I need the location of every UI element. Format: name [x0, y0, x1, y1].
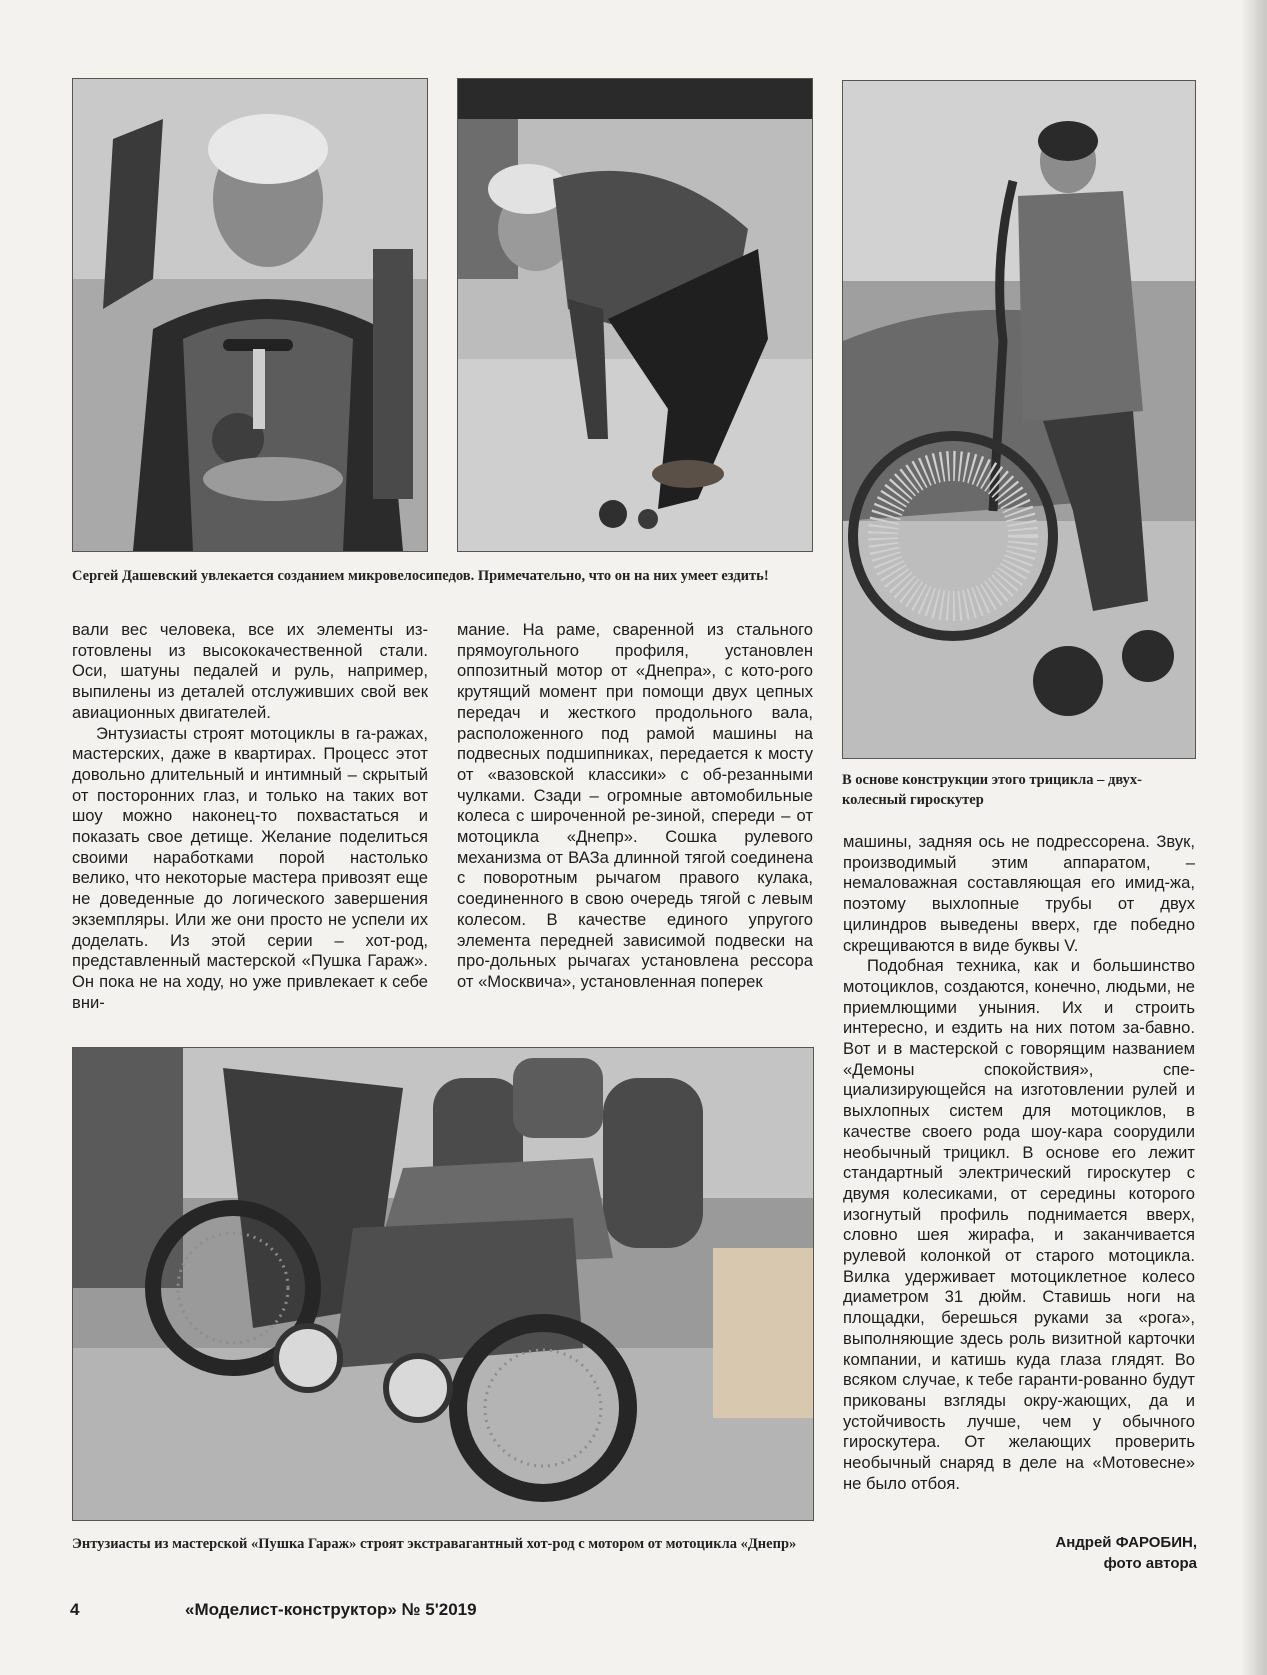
caption-hotrod: Энтузиасты из мастерской «Пушка Гараж» строят экстравагантный хот-род с мотором от мотоцикла «Днепр»	[72, 1536, 797, 1552]
photo-tricycle	[842, 80, 1196, 759]
text-column-3	[843, 832, 1195, 1495]
author-name: Андрей ФАРОБИН,	[1055, 1534, 1197, 1551]
paragraph: Подобная техника, как и большинство мотоциклов, создаются, конечно, людьми, не приемлющими уныния. Их и строить интересно, и ездить на них потом за-бавно. Вот и в мастерской с говорящим названием «Демоны спокойствия», спе-циализирующейся на изготовлении рулей и выхлопных систем для мотоциклов, в качестве своего рода шоу-кара соорудили необычный трицикл. В основе его лежит стандартный электрический гироскутер с двумя колесиками, от середины которого изогнутый профиль поднимается вверх, словно шея жирафа, и заканчивается рулевой колонкой от старого мотоцикла. Вилка удерживает мотоциклетное колесо диаметром 31 дюйм. Ставишь ноги на площадки, берешься руками за «рога», выполняющие здесь роль визитной карточки компании, и катишь куда глаза глядят. Во всяком случае, к тебе гаранти-рованно будут прикованы взгляды окру-жающих, да и устойчивость лучше, чем у обычного гироскутера. От желающих проверить необычный снаряд в деле на «Мотовесне» не было отбоя.	[843, 956, 1195, 1493]
text-column-2	[457, 620, 813, 993]
photo-man-riding	[457, 78, 813, 552]
caption-tricycle: В основе конструкции этого трицикла – двух-колесный гироскутер	[842, 772, 1142, 808]
photo-hotrod	[72, 1047, 814, 1521]
photo-credit: фото автора	[1103, 1555, 1197, 1572]
paragraph: Энтузиасты строят мотоциклы в га-ражах, мастерских, даже в квартирах. Процесс этот довольно длительный и интимный – скрытый от посторонних глаз, и только на таких вот шоу можно наконец-то похвастаться и показать свое детище. Желание поделиться своими наработками порой настолько велико, что некоторые мастера привозят еще не доведенные до логического завершения экземпляры. Или же они просто не успели их доделать. Из этой серии – хот-род, представленный мастерской «Пушка Гараж». Он пока не на ходу, но уже привлекает к себе вни-	[72, 723, 428, 1012]
page-edge-shadow	[1241, 0, 1267, 1675]
photo-man-microbike	[72, 78, 428, 552]
text-column-1	[72, 620, 428, 1013]
author-credit	[1055, 1532, 1197, 1574]
paragraph: вали вес человека, все их элементы из-готовлены из высококачественной стали. Оси, шатуны педалей и руль, например, выпилены из деталей отслуживших свой век авиационных двигателей.	[72, 620, 428, 722]
page-number: 4	[70, 1600, 80, 1619]
paragraph: машины, задняя ось не подрессорена. Звук, производимый этим аппаратом, – немаловажная составляющая его имид-жа, поэтому выхлопные трубы от двух цилиндров выведены вверх, где победно скрещиваются в виде буквы V.	[843, 832, 1195, 955]
paragraph: мание. На раме, сваренной из стального прямоугольного профиля, установлен оппозитный мотор от «Днепра», с кото-рого крутящий момент при помощи двух цепных передач и жесткого продольного вала, расположенного под рамой машины на подвесных подшипниках, передается к мосту от «вазовской классики» с об-резанными чулками. Сзади – огромные автомобильные колеса с широченной ре-зиной, спереди – от мотоцикла «Днепр». Сошка рулевого механизма от ВАЗа длинной тягой соединена с поворотным рычагом правого кулака, соединенного в свою очередь тягой с левым колесом. В качестве единого упругого элемента передней зависимой подвески на про-дольных рычагах установлена рессора от «Москвича», установленная поперек	[457, 620, 813, 991]
caption-microbike: Сергей Дашевский увлекается созданием микровелосипедов. Примечательно, что он на них умеет ездить!	[72, 568, 769, 584]
magazine-issue: «Моделист-конструктор» № 5'2019	[185, 1600, 477, 1619]
